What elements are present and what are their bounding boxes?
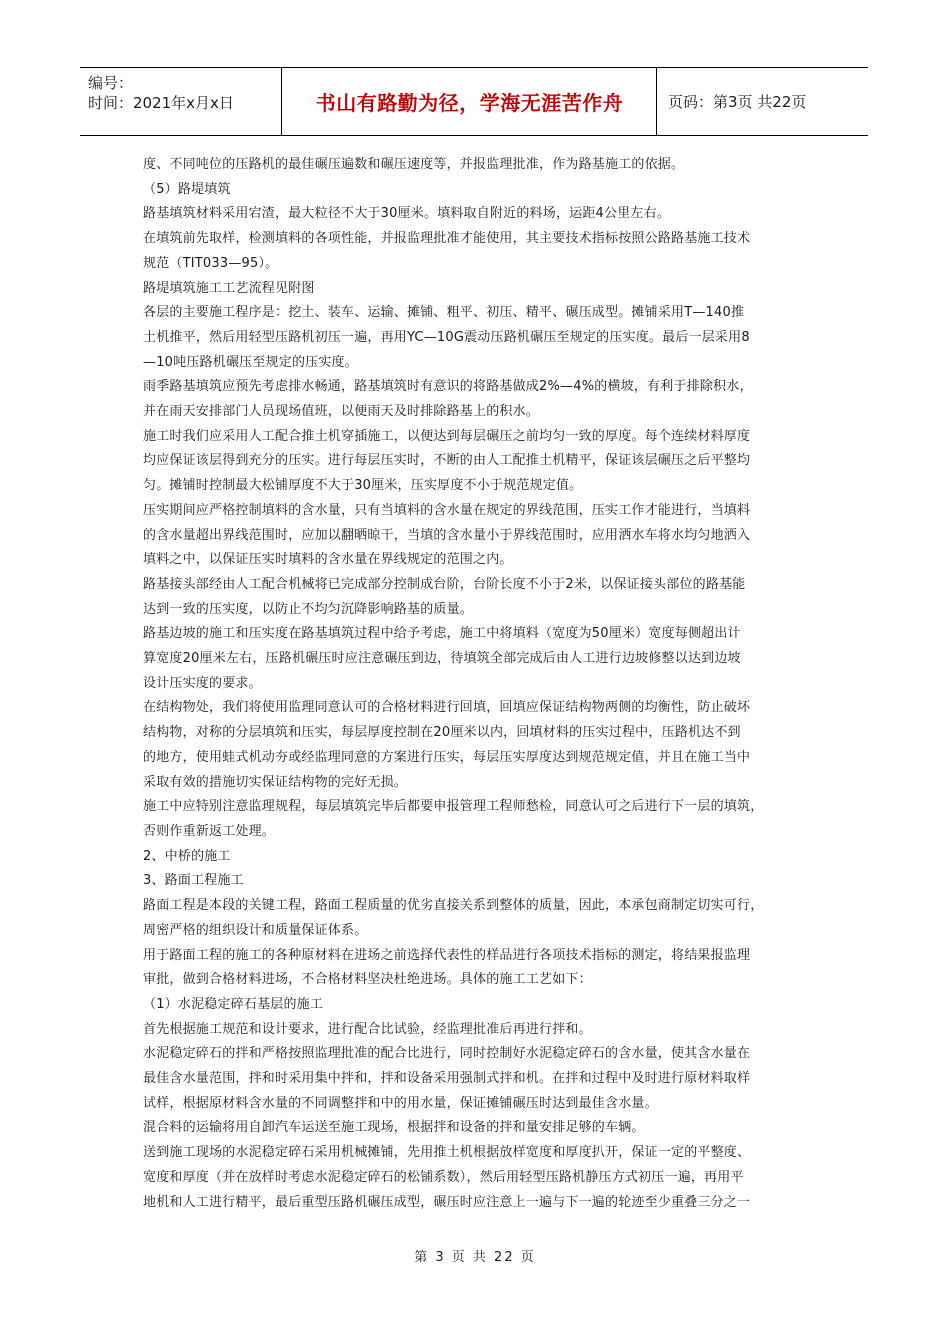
text-line: 试样，根据原材料含水量的不同调整拌和中的用水量，保证摊铺碾压时达到最佳含水量。 [143, 1095, 658, 1111]
text-line: 地机和人工进行精平，最后重型压路机碾压成型，碾压时应注意上一遍与下一遍的轮迹至少重叠三分之一 [143, 1194, 751, 1210]
document-body [143, 153, 813, 1215]
text-line: 达到一致的压实度，以防止不均匀沉降影响路基的质量。 [143, 601, 474, 617]
header-meta [88, 73, 234, 113]
text-line: 水泥稳定碎石的拌和严格按照监理批准的配合比进行，同时控制好水泥稳定碎石的含水量，使其含水量在 [143, 1046, 751, 1062]
text-line: 均应保证该层得到充分的压实。进行每层压实时，不断的由人工配推土机精平，保证该层碾压之后平整均 [143, 453, 751, 469]
doc-number-label: 编号： [88, 74, 134, 92]
text-line: 规范（TIT033—95）。 [143, 255, 279, 271]
text-line: 土机推平，然后用轻型压路机初压一遍，再用YC—10G震动压路机碾压至规定的压实度。最后一层采用8 [143, 329, 750, 345]
text-line: 在结构物处，我们将使用监理同意认可的合格材料进行回填，回填应保证结构物两侧的均衡性，防止破坏 [143, 700, 751, 716]
text-line: —10吨压路机碾压至规定的压实度。 [143, 354, 358, 370]
text-line: 的地方，使用蛙式机动夯或经监理同意的方案进行压实，每层压实厚度达到规范规定值，并且在施工当中 [143, 749, 751, 765]
header-motto: 书山有路勤为径，学海无涯苦作舟 [315, 91, 624, 115]
text-line: 路基边坡的施工和压实度在路基填筑过程中给予考虑，施工中将填料（宽度为50厘米）宽度每侧超出计 [143, 626, 741, 642]
text-line: 路面工程是本段的关键工程，路面工程质量的优劣直接关系到整体的质量，因此，本承包商制定切实可行， [143, 898, 764, 914]
text-line: 否则作重新返工处理。 [143, 823, 276, 839]
text-line: 最佳含水量范围，拌和时采用集中拌和，拌和设备采用强制式拌和机。在拌和过程中及时进行原材料取样 [143, 1071, 751, 1087]
text-line: 设计压实度的要求。 [143, 675, 262, 691]
page-header [80, 67, 868, 136]
text-line: 各层的主要施工程序是：挖土、装车、运输、摊铺、粗平、初压、精平、碾压成型。摊铺采用T—140推 [143, 305, 745, 321]
header-divider [281, 68, 282, 135]
text-line: 3、路面工程施工 [143, 873, 244, 889]
text-line: 的含水量超出界线范围时，应加以翻晒晾干，当填的含水量小于界线范围时，应用洒水车将水均匀地洒入 [143, 527, 751, 543]
doc-time-label: 时间：2021年x月x日 [88, 94, 234, 112]
text-line: 在填筑前先取样，检测填料的各项性能，并报监理批准才能使用，其主要技术指标按照公路路基施工技术 [143, 231, 751, 247]
header-divider [656, 68, 657, 135]
text-line: 路基填筑材料采用宕渣，最大粒径不大于30厘米。填料取自附近的料场，运距4公里左右。 [143, 206, 671, 222]
text-line: 算宽度20厘米左右，压路机碾压时应注意碾压到边，待填筑全部完成后由人工进行边坡修整以达到边坡 [143, 651, 741, 667]
text-line: 2、中桥的施工 [143, 848, 231, 864]
text-line: 周密严格的组织设计和质量保证体系。 [143, 922, 368, 938]
text-line: 路堤填筑施工工艺流程见附图 [143, 280, 315, 296]
text-line: 用于路面工程的施工的各种原材料在进场之前选择代表性的样品进行各项技术指标的测定，将结果报监理 [143, 947, 751, 963]
text-line: （5）路堤填筑 [143, 181, 231, 197]
header-page-info: 页码：第3页 共22页 [668, 93, 807, 111]
text-line: 首先根据施工规范和设计要求，进行配合比试验，经监理批准后再进行拌和。 [143, 1021, 592, 1037]
text-line: 送到施工现场的水泥稳定碎石采用机械摊铺，先用推土机根据放样宽度和厚度扒开，保证一定的平整度、 [143, 1145, 751, 1161]
page-footer: 第 3 页 共 22 页 [414, 1250, 536, 1265]
text-line: 路基接头部经由人工配合机械将已完成部分控制成台阶，台阶长度不小于2米，以保证接头部位的路基能 [143, 576, 746, 592]
text-line: 施工中应特别注意监理规程，每层填筑完毕后都要申报管理工程师愁检，同意认可之后进行下一层的填筑， [143, 799, 764, 815]
text-line: 度、不同吨位的压路机的最佳碾压遍数和碾压速度等，并报监理批准，作为路基施工的依据。 [143, 157, 685, 172]
text-line: 采取有效的措施切实保证结构物的完好无损。 [143, 774, 408, 790]
text-line: 雨季路基填筑应预先考虑排水畅通，路基填筑时有意识的将路基做成2%—4%的横坡，有利于排除积水， [143, 379, 753, 395]
text-line: 并在雨天安排部门人员现场值班，以便雨天及时排除路基上的积水。 [143, 404, 540, 420]
text-line: 施工时我们应采用人工配合推土机穿插施工，以便达到每层碾压之前均匀一致的厚度。每个连续材料厚度 [143, 428, 751, 444]
text-line: 匀。摊铺时控制最大松铺厚度不大于30厘米，压实厚度不小于规范规定值。 [143, 478, 583, 494]
text-line: （1）水泥稳定碎石基层的施工 [143, 996, 324, 1012]
text-line: 宽度和厚度（并在放样时考虑水泥稳定碎石的松铺系数），然后用轻型压路机静压方式初压一遍，再用平 [143, 1169, 744, 1185]
text-line: 审批，做到合格材料进场，不合格材料坚决杜绝进场。具体的施工工艺如下： [143, 972, 592, 988]
text-line: 结构物，对称的分层填筑和压实，每层厚度控制在20厘米以内，回填材料的压实过程中，压路机达不到 [143, 725, 741, 741]
text-line: 压实期间应严格控制填料的含水量，只有当填料的含水量在规定的界线范围，压实工作才能进行，当填料 [143, 502, 751, 518]
text-line: 填料之中，以保证压实时填料的含水量在界线规定的范围之内。 [143, 552, 513, 568]
text-line: 混合料的运输将用自卸汽车运送至施工现场，根据拌和设备的拌和量安排足够的车辆。 [143, 1120, 645, 1136]
